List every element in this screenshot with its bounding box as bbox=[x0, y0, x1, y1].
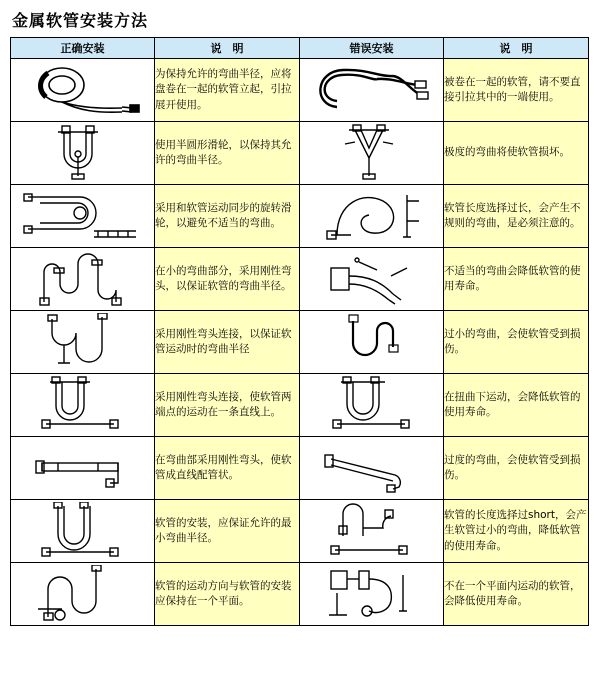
table-row bbox=[11, 563, 589, 626]
table-row bbox=[11, 248, 589, 311]
table-row bbox=[11, 185, 589, 248]
column-header-correct-install: 正确安装 bbox=[11, 38, 155, 59]
installation-methods-table bbox=[10, 37, 589, 626]
description-wrong: 软管的长度选择过short，会产生软管过小的弯曲，降低软管的使用寿命。 bbox=[444, 500, 589, 563]
column-header-wrong-install: 错误安装 bbox=[300, 38, 444, 59]
figure-rigid-elbow-straight-pipe-layout bbox=[11, 437, 155, 500]
figure-rigid-elbows-both-ends-straight-line bbox=[11, 374, 155, 437]
column-header-correct-desc: 说 明 bbox=[155, 38, 300, 59]
figure-rigid-elbow-u-loop bbox=[11, 311, 155, 374]
description-correct: 在小的弯曲部分，采用刚性弯头，以保证软管的弯曲半径。 bbox=[155, 248, 300, 311]
description-correct: 软管的安装，应保证允许的最小弯曲半径。 bbox=[155, 500, 300, 563]
description-wrong: 过小的弯曲，会使软管受到损伤。 bbox=[444, 311, 589, 374]
figure-excessive-bend-at-fitting bbox=[300, 437, 444, 500]
table-row bbox=[11, 437, 589, 500]
description-wrong: 被卷在一起的软管，请不要直接引拉其中的一端使用。 bbox=[444, 59, 589, 122]
figure-hose-over-semicircular-guide bbox=[11, 122, 155, 185]
description-wrong: 在扭曲下运动，会降低软管的使用寿命。 bbox=[444, 374, 589, 437]
column-header-wrong-desc: 说 明 bbox=[444, 38, 589, 59]
description-correct: 为保持允许的弯曲半径，应将盘卷在一起的软管立起，引拉展开使用。 bbox=[155, 59, 300, 122]
description-correct: 使用半圆形滑轮，以保持其允许的弯曲半径。 bbox=[155, 122, 300, 185]
figure-hose-too-long-small-bend bbox=[300, 500, 444, 563]
description-correct: 采用和软管运动同步的旋转滑轮，以避免不适当的弯曲。 bbox=[155, 185, 300, 248]
figure-hose-motion-same-plane bbox=[11, 563, 155, 626]
figure-coiled-hose-standing-upright bbox=[11, 59, 155, 122]
table-row bbox=[11, 374, 589, 437]
figure-hose-sharp-v-bend bbox=[300, 122, 444, 185]
table-row bbox=[11, 500, 589, 563]
figure-hose-twisting-motion bbox=[300, 374, 444, 437]
figure-too-small-bend-radius bbox=[300, 311, 444, 374]
figure-hose-on-rotating-pulley-track bbox=[11, 185, 155, 248]
figure-improper-bend-near-fitting bbox=[300, 248, 444, 311]
description-wrong: 不在一个平面内运动的软管，会降低使用寿命。 bbox=[444, 563, 589, 626]
table-row bbox=[11, 122, 589, 185]
figure-hose-installed-min-bend-radius bbox=[11, 500, 155, 563]
description-correct: 采用刚性弯头连接，以保证软管运动时的弯曲半径 bbox=[155, 311, 300, 374]
figure-hose-motion-out-of-plane bbox=[300, 563, 444, 626]
figure-rigid-elbow-at-small-bend bbox=[11, 248, 155, 311]
description-wrong: 过度的弯曲，会使软管受到损伤。 bbox=[444, 437, 589, 500]
figure-hose-too-long-irregular-bend bbox=[300, 185, 444, 248]
description-wrong: 软管长度选择过长，会产生不规则的弯曲，是必须注意的。 bbox=[444, 185, 589, 248]
table-header-row bbox=[11, 38, 589, 59]
description-correct: 在弯曲部采用刚性弯头，使软管成直线配管状。 bbox=[155, 437, 300, 500]
description-wrong: 不适当的弯曲会降低软管的使用寿命。 bbox=[444, 248, 589, 311]
table-row bbox=[11, 311, 589, 374]
description-wrong: 极度的弯曲将使软管损坏。 bbox=[444, 122, 589, 185]
page-title: 金属软管安装方法 bbox=[12, 11, 149, 30]
figure-coiled-hose-pulled-sideways bbox=[300, 59, 444, 122]
description-correct: 采用刚性弯头连接，使软管两端点的运动在一条直线上。 bbox=[155, 374, 300, 437]
description-correct: 软管的运动方向与软管的安装应保持在一个平面。 bbox=[155, 563, 300, 626]
table-row bbox=[11, 59, 589, 122]
